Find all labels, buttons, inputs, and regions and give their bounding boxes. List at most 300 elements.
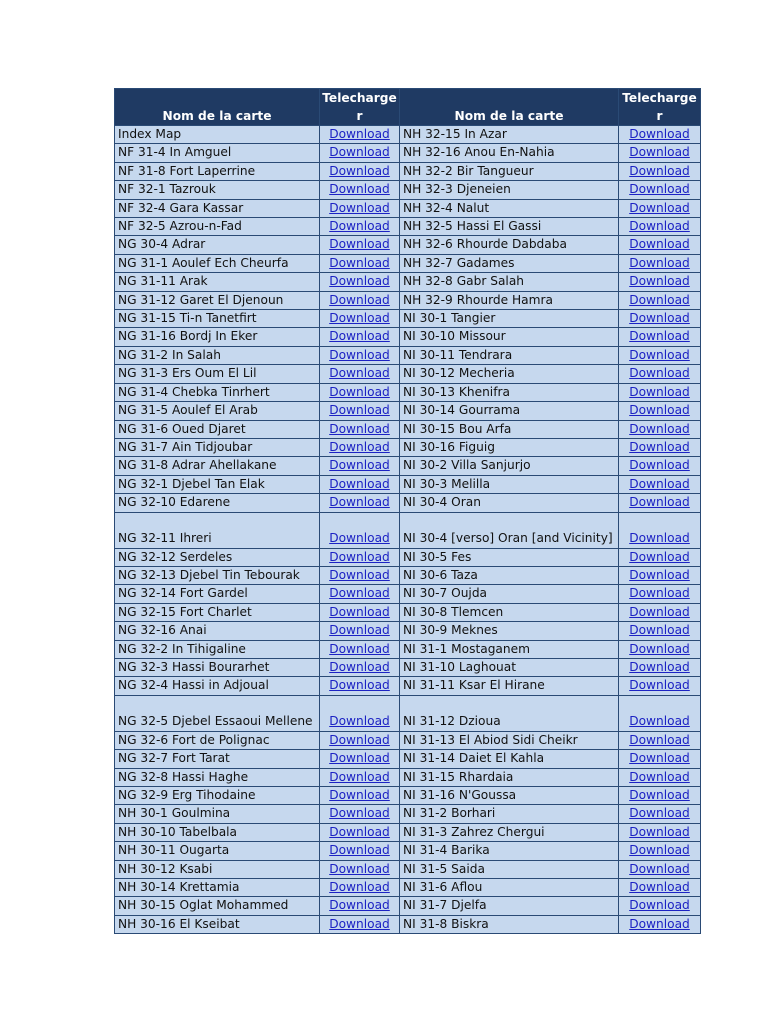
download-link[interactable]: Download <box>629 274 690 289</box>
download-link[interactable]: Download <box>629 531 690 546</box>
download-cell-left <box>320 860 400 878</box>
map-name-cell-right: NI 30-6 Taza <box>400 566 619 584</box>
download-link[interactable]: Download <box>629 127 690 141</box>
map-name-cell-left: NG 32-11 Ihreri <box>115 512 320 548</box>
map-name-cell-left: NH 30-15 Oglat Mohammed <box>115 897 320 915</box>
table-row <box>115 420 701 438</box>
table-row <box>115 512 701 548</box>
download-link[interactable]: Download <box>329 916 390 931</box>
download-link[interactable]: Download <box>329 237 390 252</box>
download-link[interactable]: Download <box>629 732 690 747</box>
download-cell-left <box>320 750 400 768</box>
download-cell-left <box>320 383 400 401</box>
map-name-cell-left: NH 30-14 Krettamia <box>115 879 320 897</box>
download-link[interactable]: Download <box>629 623 690 638</box>
map-name-cell-right: NH 32-15 In Azar <box>400 126 619 144</box>
download-link[interactable]: Download <box>329 366 390 381</box>
download-cell-right <box>619 310 701 328</box>
table-row <box>115 879 701 897</box>
column-header-label-line2: r <box>656 109 663 123</box>
map-name-cell-right: NI 30-13 Khenifra <box>400 383 619 401</box>
download-cell-left <box>320 254 400 272</box>
download-link[interactable]: Download <box>329 880 390 895</box>
map-name-cell-right: NI 30-3 Melilla <box>400 475 619 493</box>
table-row <box>115 126 701 144</box>
map-name-cell-right: NI 31-3 Zahrez Chergui <box>400 823 619 841</box>
download-link[interactable]: Download <box>329 182 390 197</box>
map-name-cell-left: NG 31-11 Arak <box>115 273 320 291</box>
download-link[interactable]: Download <box>329 567 390 582</box>
map-name-cell-left: NG 31-16 Bordj In Eker <box>115 328 320 346</box>
table-row <box>115 768 701 786</box>
download-cell-left <box>320 768 400 786</box>
download-cell-left <box>320 585 400 603</box>
table-row <box>115 677 701 695</box>
map-name-cell-left: NG 32-12 Serdeles <box>115 548 320 566</box>
download-cell-right <box>619 622 701 640</box>
map-download-table <box>114 88 701 934</box>
download-cell-left <box>320 328 400 346</box>
map-name-cell-right: NI 31-1 Mostaganem <box>400 640 619 658</box>
download-cell-left <box>320 126 400 144</box>
table-row <box>115 144 701 162</box>
table-row <box>115 842 701 860</box>
table-row <box>115 640 701 658</box>
table-row <box>115 860 701 878</box>
download-cell-right <box>619 805 701 823</box>
download-link[interactable]: Download <box>629 347 690 362</box>
table-row <box>115 622 701 640</box>
download-link[interactable]: Download <box>329 641 390 656</box>
download-cell-right <box>619 438 701 456</box>
map-name-cell-left: NG 32-16 Anai <box>115 622 320 640</box>
map-name-cell-right: NH 32-2 Bir Tangueur <box>400 162 619 180</box>
download-link[interactable]: Download <box>629 255 690 270</box>
download-cell-right <box>619 273 701 291</box>
map-name-cell-left: NG 32-1 Djebel Tan Elak <box>115 475 320 493</box>
download-link[interactable]: Download <box>329 732 390 747</box>
map-name-cell-right: NI 31-15 Rhardaia <box>400 768 619 786</box>
download-cell-right <box>619 328 701 346</box>
download-link[interactable]: Download <box>629 824 690 839</box>
download-cell-right <box>619 750 701 768</box>
map-name-cell-left: NG 31-12 Garet El Djenoun <box>115 291 320 309</box>
download-link[interactable]: Download <box>629 806 690 821</box>
download-cell-right <box>619 162 701 180</box>
download-cell-left <box>320 438 400 456</box>
download-link[interactable]: Download <box>629 659 690 674</box>
download-cell-right <box>619 236 701 254</box>
download-link[interactable]: Download <box>629 439 690 454</box>
download-cell-left <box>320 677 400 695</box>
download-cell-left <box>320 731 400 749</box>
map-name-cell-right: NI 31-13 El Abiod Sidi Cheikr <box>400 731 619 749</box>
map-name-cell-right: NI 31-2 Borhari <box>400 805 619 823</box>
download-link[interactable]: Download <box>329 806 390 821</box>
table-row <box>115 731 701 749</box>
download-cell-left <box>320 402 400 420</box>
table-header-row <box>115 89 701 126</box>
download-cell-right <box>619 291 701 309</box>
map-name-cell-right: NI 30-10 Missour <box>400 328 619 346</box>
map-name-cell-left: NG 32-8 Hassi Haghe <box>115 768 320 786</box>
map-name-cell-left: NG 31-1 Aoulef Ech Cheurfa <box>115 254 320 272</box>
download-link[interactable]: Download <box>329 458 390 473</box>
download-link[interactable]: Download <box>629 586 690 601</box>
download-cell-right <box>619 144 701 162</box>
download-cell-right <box>619 915 701 933</box>
download-link[interactable]: Download <box>329 843 390 858</box>
map-name-cell-left: NF 32-5 Azrou-n-Fad <box>115 218 320 236</box>
download-link[interactable]: Download <box>329 751 390 766</box>
map-name-cell-left: NF 31-4 In Amguel <box>115 144 320 162</box>
download-cell-left <box>320 512 400 548</box>
download-link[interactable]: Download <box>329 531 390 546</box>
download-link[interactable]: Download <box>329 255 390 270</box>
map-name-cell-right: NI 30-9 Meknes <box>400 622 619 640</box>
column-header-label: Nom de la carte <box>162 109 272 123</box>
map-name-cell-left: NG 32-14 Fort Gardel <box>115 585 320 603</box>
download-link[interactable]: Download <box>629 641 690 656</box>
column-header-label-line1: Telecharge <box>622 91 697 105</box>
table-row <box>115 805 701 823</box>
download-link[interactable]: Download <box>629 898 690 913</box>
download-link[interactable]: Download <box>629 678 690 693</box>
download-link[interactable]: Download <box>629 788 690 802</box>
map-name-cell-right: NI 31-6 Aflou <box>400 879 619 897</box>
map-name-cell-left: NG 32-6 Fort de Polignac <box>115 731 320 749</box>
download-link[interactable]: Download <box>629 476 690 491</box>
download-link[interactable]: Download <box>629 292 690 307</box>
download-link[interactable]: Download <box>329 439 390 454</box>
table-row <box>115 695 701 731</box>
download-cell-left <box>320 805 400 823</box>
column-header-download-right <box>619 89 701 126</box>
table-body <box>115 126 701 934</box>
download-link[interactable]: Download <box>329 127 390 141</box>
download-cell-right <box>619 658 701 676</box>
table-row <box>115 566 701 584</box>
download-link[interactable]: Download <box>629 861 690 876</box>
map-name-cell-right: NH 32-6 Rhourde Dabdaba <box>400 236 619 254</box>
download-cell-right <box>619 823 701 841</box>
map-name-cell-right: NI 31-5 Saida <box>400 860 619 878</box>
map-name-cell-left: NG 32-4 Hassi in Adjoual <box>115 677 320 695</box>
download-cell-right <box>619 695 701 731</box>
download-link[interactable]: Download <box>329 403 390 418</box>
map-name-cell-left: NG 31-3 Ers Oum El Lil <box>115 365 320 383</box>
map-name-cell-right: NI 30-8 Tlemcen <box>400 603 619 621</box>
download-link[interactable]: Download <box>629 329 690 344</box>
download-cell-left <box>320 144 400 162</box>
download-link[interactable]: Download <box>329 659 390 674</box>
download-cell-right <box>619 640 701 658</box>
map-name-cell-right: NH 32-16 Anou En-Nahia <box>400 144 619 162</box>
download-link[interactable]: Download <box>629 843 690 858</box>
download-cell-right <box>619 457 701 475</box>
download-link[interactable]: Download <box>629 384 690 399</box>
download-cell-left <box>320 181 400 199</box>
download-link[interactable]: Download <box>329 604 390 619</box>
download-cell-left <box>320 548 400 566</box>
map-name-cell-left: NF 32-1 Tazrouk <box>115 181 320 199</box>
download-cell-right <box>619 566 701 584</box>
download-cell-left <box>320 658 400 676</box>
download-link[interactable]: Download <box>329 623 390 638</box>
download-link[interactable]: Download <box>629 549 690 564</box>
download-cell-left <box>320 842 400 860</box>
download-link[interactable]: Download <box>329 678 390 693</box>
download-cell-left <box>320 162 400 180</box>
map-name-cell-left: NG 32-3 Hassi Bourarhet <box>115 658 320 676</box>
map-name-cell-left: NG 31-7 Ain Tidjoubar <box>115 438 320 456</box>
download-cell-left <box>320 494 400 512</box>
download-link[interactable]: Download <box>629 421 690 436</box>
table-row <box>115 548 701 566</box>
map-name-cell-right: NH 32-3 Djeneien <box>400 181 619 199</box>
download-cell-right <box>619 420 701 438</box>
download-link[interactable]: Download <box>629 403 690 418</box>
table-row <box>115 438 701 456</box>
download-cell-right <box>619 199 701 217</box>
table-row <box>115 346 701 364</box>
download-link[interactable]: Download <box>329 311 390 326</box>
download-link[interactable]: Download <box>629 604 690 619</box>
download-link[interactable]: Download <box>629 366 690 381</box>
column-header-label: Nom de la carte <box>454 109 564 123</box>
download-link[interactable]: Download <box>629 751 690 766</box>
download-cell-right <box>619 897 701 915</box>
download-link[interactable]: Download <box>329 329 390 344</box>
download-cell-left <box>320 640 400 658</box>
download-cell-right <box>619 475 701 493</box>
map-name-cell-left: NH 30-11 Ougarta <box>115 842 320 860</box>
download-link[interactable]: Download <box>329 347 390 362</box>
download-cell-left <box>320 420 400 438</box>
map-name-cell-left: NG 31-8 Adrar Ahellakane <box>115 457 320 475</box>
map-name-cell-left: NG 32-10 Edarene <box>115 494 320 512</box>
download-cell-right <box>619 494 701 512</box>
table-row <box>115 291 701 309</box>
map-name-cell-left: NH 30-16 El Kseibat <box>115 915 320 933</box>
table-row <box>115 475 701 493</box>
table-row <box>115 199 701 217</box>
map-name-cell-right: NH 32-4 Nalut <box>400 199 619 217</box>
download-link[interactable]: Download <box>629 458 690 473</box>
download-cell-left <box>320 897 400 915</box>
column-header-download-left <box>320 89 400 126</box>
download-cell-right <box>619 603 701 621</box>
table-row <box>115 658 701 676</box>
download-link[interactable]: Download <box>629 495 690 510</box>
download-link[interactable]: Download <box>329 384 390 399</box>
download-link[interactable]: Download <box>629 311 690 326</box>
download-link[interactable]: Download <box>329 292 390 307</box>
download-link[interactable]: Download <box>629 219 690 234</box>
map-name-cell-right: NI 30-2 Villa Sanjurjo <box>400 457 619 475</box>
map-name-cell-left: NG 32-9 Erg Tihodaine <box>115 787 320 805</box>
map-name-cell-right: NI 31-11 Ksar El Hirane <box>400 677 619 695</box>
download-link[interactable]: Download <box>329 163 390 178</box>
download-link[interactable]: Download <box>329 274 390 289</box>
download-link[interactable]: Download <box>329 586 390 601</box>
table-row <box>115 457 701 475</box>
download-cell-right <box>619 787 701 805</box>
table-row <box>115 162 701 180</box>
table-row <box>115 236 701 254</box>
download-link[interactable]: Download <box>329 769 390 784</box>
map-name-cell-right: NI 31-8 Biskra <box>400 915 619 933</box>
download-link[interactable]: Download <box>329 145 390 160</box>
table-row <box>115 402 701 420</box>
table-row <box>115 383 701 401</box>
map-name-cell-left: NG 31-4 Chebka Tinrhert <box>115 383 320 401</box>
download-link[interactable]: Download <box>329 788 390 802</box>
column-header-label-line1: Telecharge <box>322 91 397 105</box>
download-cell-left <box>320 603 400 621</box>
column-header-label-line2: r <box>356 109 363 123</box>
map-name-cell-right: NH 32-8 Gabr Salah <box>400 273 619 291</box>
download-cell-left <box>320 346 400 364</box>
download-link[interactable]: Download <box>629 916 690 931</box>
download-cell-left <box>320 218 400 236</box>
download-cell-left <box>320 915 400 933</box>
map-name-cell-left: NG 31-15 Ti-n Tanetfirt <box>115 310 320 328</box>
map-name-cell-left: NG 32-2 In Tihigaline <box>115 640 320 658</box>
download-cell-right <box>619 512 701 548</box>
table-row <box>115 254 701 272</box>
map-name-cell-left: NH 30-12 Ksabi <box>115 860 320 878</box>
table-row <box>115 915 701 933</box>
download-cell-right <box>619 402 701 420</box>
download-link[interactable]: Download <box>629 182 690 197</box>
map-name-cell-left: NG 32-5 Djebel Essaoui Mellene <box>115 695 320 731</box>
column-header-map-name-right <box>400 89 619 126</box>
map-name-cell-left: NH 30-1 Goulmina <box>115 805 320 823</box>
map-name-cell-left: NG 31-6 Oued Djaret <box>115 420 320 438</box>
table-row <box>115 750 701 768</box>
download-cell-right <box>619 879 701 897</box>
download-cell-left <box>320 291 400 309</box>
download-cell-right <box>619 346 701 364</box>
download-link[interactable]: Download <box>329 495 390 510</box>
download-cell-right <box>619 731 701 749</box>
map-name-cell-right: NI 31-14 Daiet El Kahla <box>400 750 619 768</box>
download-cell-left <box>320 879 400 897</box>
download-link[interactable]: Download <box>629 567 690 582</box>
download-link[interactable]: Download <box>629 145 690 160</box>
map-name-cell-left: NG 32-7 Fort Tarat <box>115 750 320 768</box>
map-name-cell-right: NH 32-7 Gadames <box>400 254 619 272</box>
download-link[interactable]: Download <box>329 200 390 215</box>
download-cell-right <box>619 585 701 603</box>
download-link[interactable]: Download <box>329 476 390 491</box>
download-cell-left <box>320 695 400 731</box>
map-name-cell-left: NF 31-8 Fort Laperrine <box>115 162 320 180</box>
download-cell-right <box>619 548 701 566</box>
download-cell-right <box>619 860 701 878</box>
download-link[interactable]: Download <box>629 237 690 252</box>
map-name-cell-right: NI 30-11 Tendrara <box>400 346 619 364</box>
download-cell-left <box>320 236 400 254</box>
column-header-map-name-left <box>115 89 320 126</box>
map-name-cell-right: NI 30-7 Oujda <box>400 585 619 603</box>
map-name-cell-right: NI 30-16 Figuig <box>400 438 619 456</box>
table-row <box>115 585 701 603</box>
download-cell-left <box>320 273 400 291</box>
map-name-cell-left: NH 30-10 Tabelbala <box>115 823 320 841</box>
table-row <box>115 787 701 805</box>
table-row <box>115 181 701 199</box>
map-name-cell-left: NG 31-5 Aoulef El Arab <box>115 402 320 420</box>
download-link[interactable]: Download <box>329 421 390 436</box>
table-row <box>115 310 701 328</box>
download-link[interactable]: Download <box>629 880 690 895</box>
download-cell-left <box>320 566 400 584</box>
download-link[interactable]: Download <box>329 549 390 564</box>
download-cell-right <box>619 768 701 786</box>
download-cell-left <box>320 199 400 217</box>
map-name-cell-right: NH 32-5 Hassi El Gassi <box>400 218 619 236</box>
map-name-cell-left: NG 30-4 Adrar <box>115 236 320 254</box>
map-name-cell-right: NI 30-15 Bou Arfa <box>400 420 619 438</box>
map-name-cell-right: NI 30-12 Mecheria <box>400 365 619 383</box>
map-name-cell-right: NI 30-5 Fes <box>400 548 619 566</box>
download-link[interactable]: Download <box>629 163 690 178</box>
download-link[interactable]: Download <box>629 714 690 729</box>
download-cell-right <box>619 126 701 144</box>
download-link[interactable]: Download <box>329 824 390 839</box>
download-link[interactable]: Download <box>329 219 390 234</box>
map-name-cell-left: NF 32-4 Gara Kassar <box>115 199 320 217</box>
table-row <box>115 823 701 841</box>
download-link[interactable]: Download <box>629 769 690 784</box>
download-cell-right <box>619 365 701 383</box>
map-name-cell-right: NI 30-1 Tangier <box>400 310 619 328</box>
table-row <box>115 328 701 346</box>
table-row <box>115 603 701 621</box>
download-link[interactable]: Download <box>629 200 690 215</box>
map-name-cell-left: Index Map <box>115 126 320 144</box>
table-row <box>115 273 701 291</box>
download-cell-left <box>320 823 400 841</box>
map-name-cell-left: NG 31-2 In Salah <box>115 346 320 364</box>
map-name-cell-right: NH 32-9 Rhourde Hamra <box>400 291 619 309</box>
download-link[interactable]: Download <box>329 714 390 729</box>
map-name-cell-right: NI 30-4 [verso] Oran [and Vicinity] <box>400 512 619 548</box>
map-name-cell-right: NI 31-12 Dzioua <box>400 695 619 731</box>
download-cell-left <box>320 475 400 493</box>
map-name-cell-right: NI 31-10 Laghouat <box>400 658 619 676</box>
table-row <box>115 897 701 915</box>
download-link[interactable]: Download <box>329 898 390 913</box>
download-cell-right <box>619 677 701 695</box>
download-link[interactable]: Download <box>329 861 390 876</box>
map-name-cell-left: NG 32-15 Fort Charlet <box>115 603 320 621</box>
download-cell-right <box>619 181 701 199</box>
table-row <box>115 218 701 236</box>
download-cell-left <box>320 310 400 328</box>
download-cell-right <box>619 254 701 272</box>
download-cell-right <box>619 842 701 860</box>
map-name-cell-right: NI 30-4 Oran <box>400 494 619 512</box>
download-cell-left <box>320 787 400 805</box>
download-cell-right <box>619 218 701 236</box>
map-name-cell-right: NI 31-16 N'Goussa <box>400 787 619 805</box>
table-row <box>115 365 701 383</box>
download-cell-left <box>320 365 400 383</box>
download-cell-left <box>320 457 400 475</box>
